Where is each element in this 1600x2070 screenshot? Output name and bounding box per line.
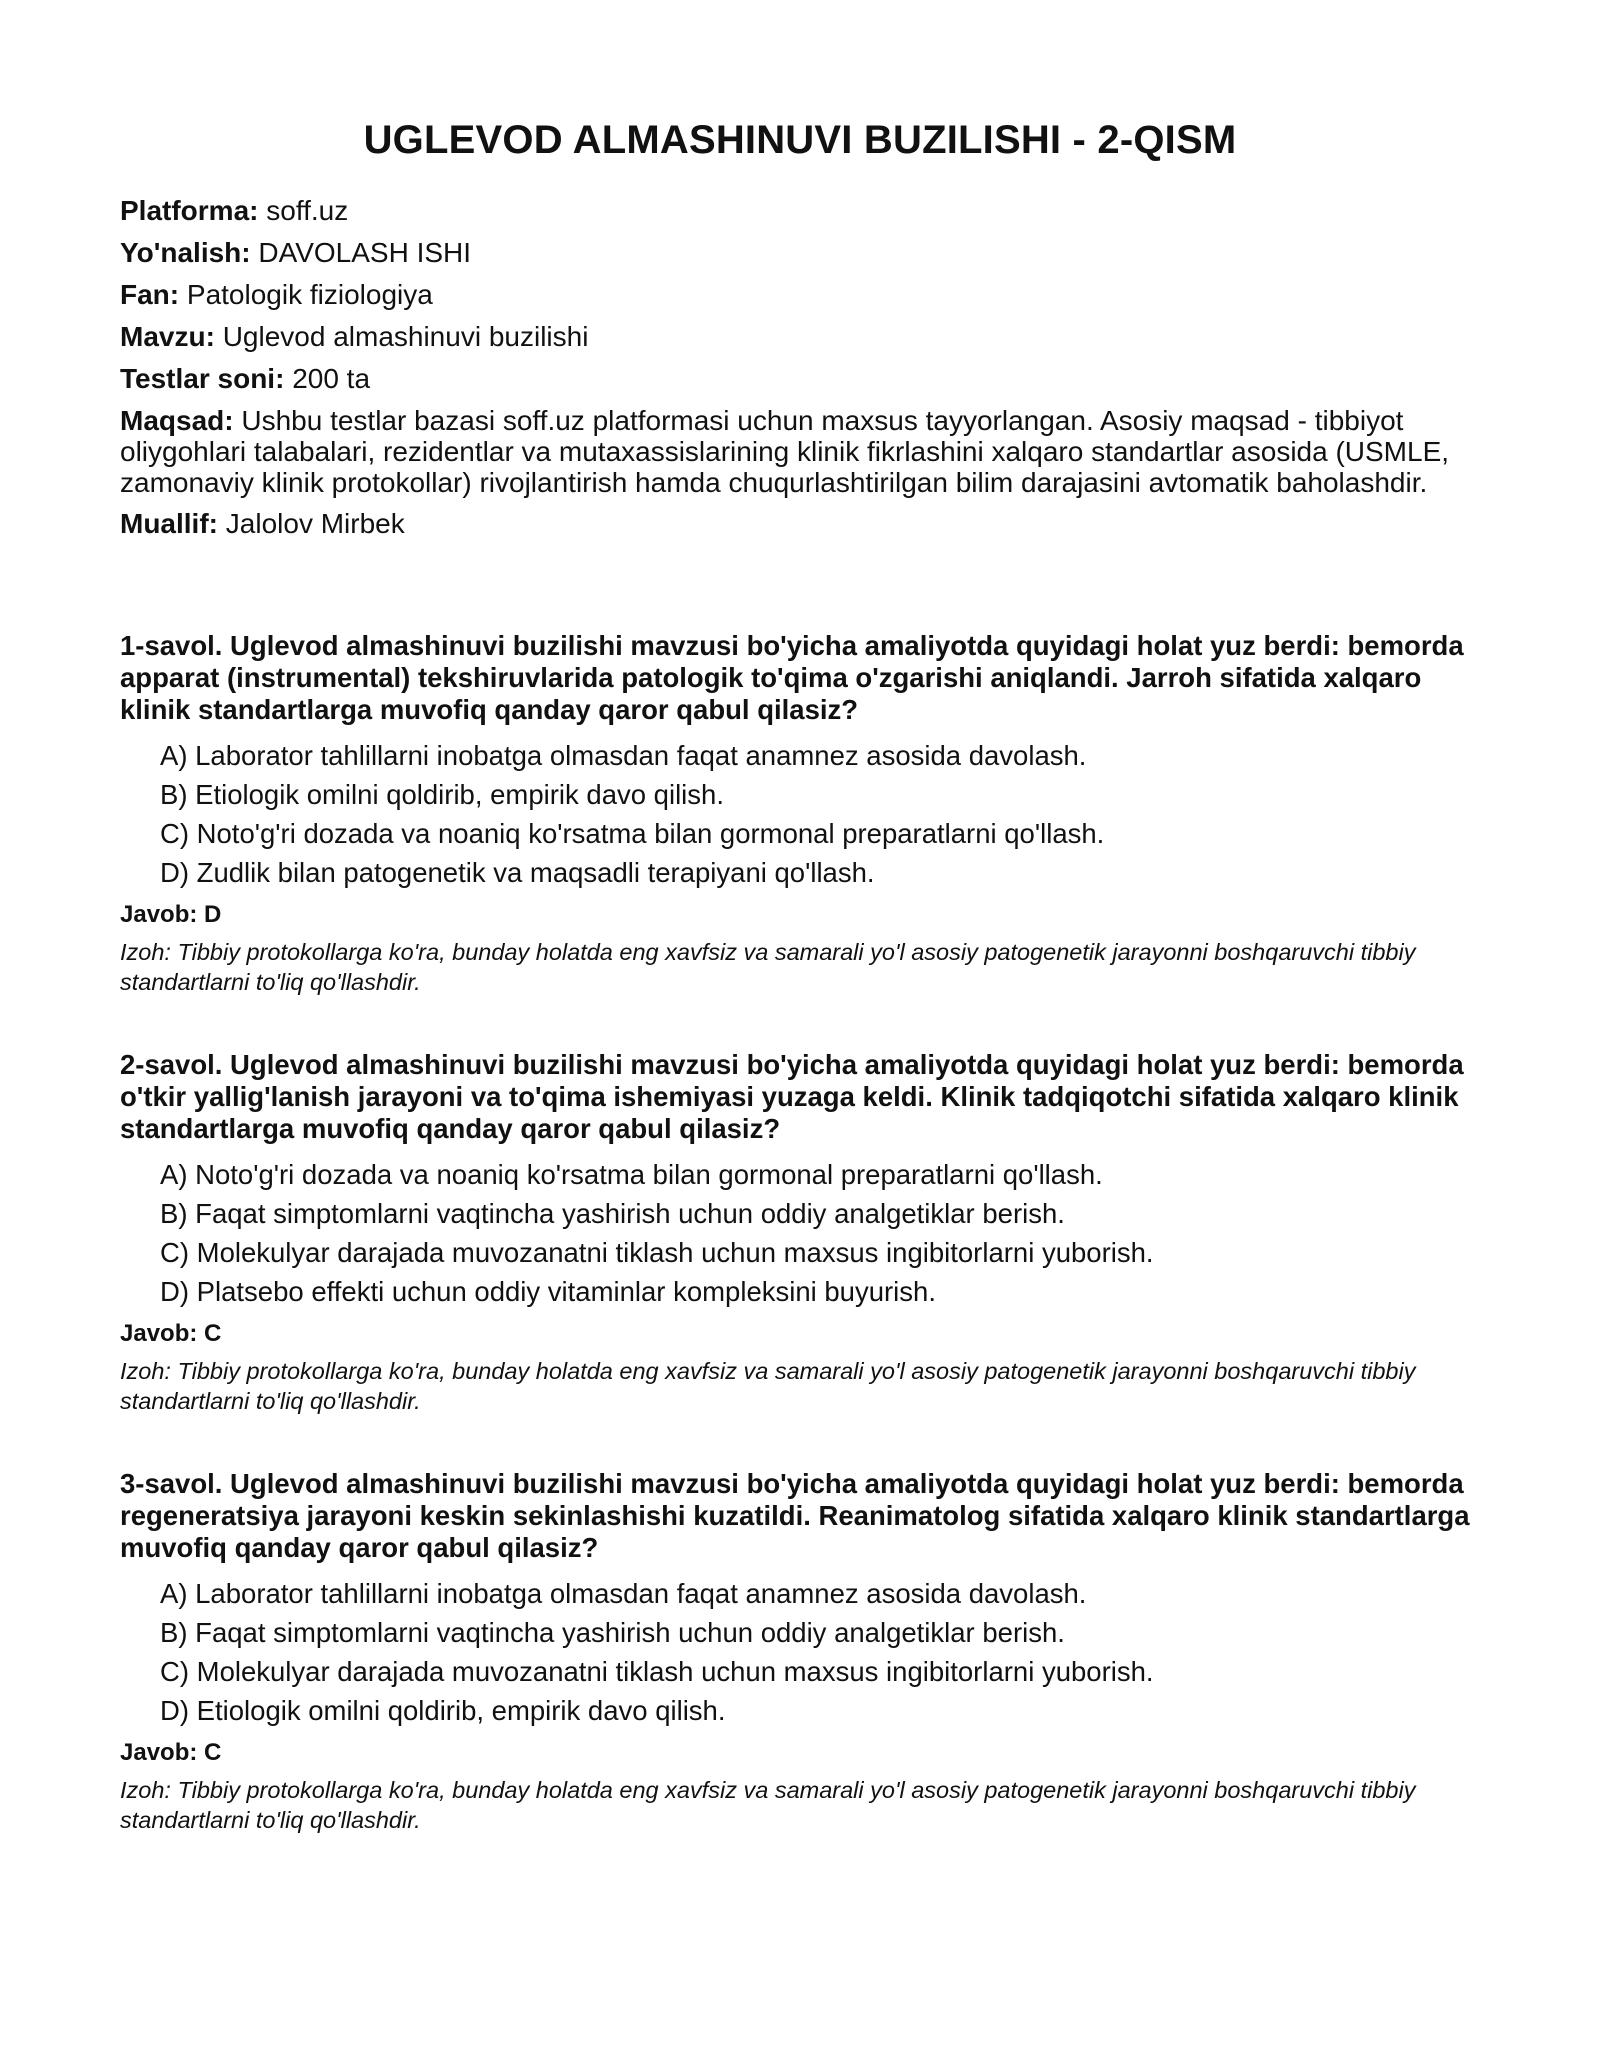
- metadata-block: [120, 195, 1480, 540]
- option-a: A) Laborator tahlillarni inobatga olmasdan faqat anamnez asosida davolash.: [160, 1578, 1087, 1609]
- meta-direction: [120, 237, 1480, 269]
- document-page: [120, 118, 1480, 1887]
- question-text: 3-savol. Uglevod almashinuvi buzilishi mavzusi bo'yicha amaliyotda quyidagi holat yuz berdi: bemorda regeneratsiya jarayoni keskin sekinlashishi kuzatildi. Reanimatolog sifatida xalqaro klinik standartlarga muvofiq qanday qaror qabul qilasiz?: [120, 1468, 1470, 1563]
- answer-key: Javob: C: [120, 1320, 222, 1347]
- option-b: B) Faqat simptomlarni vaqtincha yashirish uchun oddiy analgetiklar berish.: [160, 1617, 1065, 1648]
- answer-key: Javob: C: [120, 1739, 222, 1766]
- meta-subject-label: Fan:: [120, 279, 180, 310]
- question-1: [120, 630, 1480, 997]
- meta-direction-value: DAVOLASH ISHI: [258, 237, 472, 268]
- meta-purpose: [120, 405, 1480, 498]
- explanation: Izoh: Tibbiy protokollarga ko'ra, bunday holatda eng xavfsiz va samarali yo'l asosiy patogenetik jarayonni boshqaruvchi tibbiy standartlarni to'liq qo'llashdir.: [120, 1777, 1416, 1833]
- option-a: A) Noto'g'ri dozada va noaniq ko'rsatma bilan gormonal preparatlarni qo'llash.: [160, 1159, 1103, 1190]
- meta-direction-label: Yo'nalish:: [120, 237, 251, 268]
- option-d: D) Zudlik bilan patogenetik va maqsadli terapiyani qo'llash.: [160, 857, 875, 888]
- option-c: C) Molekulyar darajada muvozanatni tiklash uchun maxsus ingibitorlarni yuborish.: [160, 1237, 1154, 1268]
- question-list: [120, 630, 1480, 1835]
- explanation: Izoh: Tibbiy protokollarga ko'ra, bunday holatda eng xavfsiz va samarali yo'l asosiy patogenetik jarayonni boshqaruvchi tibbiy standartlarni to'liq qo'llashdir.: [120, 1358, 1416, 1414]
- option-a: A) Laborator tahlillarni inobatga olmasdan faqat anamnez asosida davolash.: [160, 740, 1087, 771]
- meta-author-label: Muallif:: [120, 508, 218, 539]
- option-d: D) Etiologik omilni qoldirib, empirik davo qilish.: [160, 1695, 726, 1726]
- question-text: 1-savol. Uglevod almashinuvi buzilishi mavzusi bo'yicha amaliyotda quyidagi holat yuz berdi: bemorda apparat (instrumental) tekshiruvlarida patologik to'qima o'zgarishi aniqlandi. Jarroh sifatida xalqaro klinik standartlarga muvofiq qanday qaror qabul qilasiz?: [120, 630, 1464, 725]
- meta-author: [120, 508, 1480, 540]
- option-b: B) Faqat simptomlarni vaqtincha yashirish uchun oddiy analgetiklar berish.: [160, 1198, 1065, 1229]
- question-3: [120, 1468, 1480, 1835]
- explanation: Izoh: Tibbiy protokollarga ko'ra, bunday holatda eng xavfsiz va samarali yo'l asosiy patogenetik jarayonni boshqaruvchi tibbiy standartlarni to'liq qo'llashdir.: [120, 939, 1416, 995]
- option-b: B) Etiologik omilni qoldirib, empirik davo qilish.: [160, 779, 724, 810]
- meta-purpose-value: Ushbu testlar bazasi soff.uz platformasi uchun maxsus tayyorlangan. Asosiy maqsad - tibbiyot oliygohlari talabalari, rezidentlar va mutaxassislarining klinik fikrlashini xalqaro standartlar asosida (USMLE, zamonaviy klinik protokollar) rivojlantirish hamda chuqurlashtirilgan bilim darajasini avtomatik baholashdir.: [120, 405, 1450, 498]
- option-c: C) Molekulyar darajada muvozanatni tiklash uchun maxsus ingibitorlarni yuborish.: [160, 1656, 1154, 1687]
- page-title: UGLEVOD ALMASHINUVI BUZILISHI - 2-QISM: [363, 118, 1237, 162]
- meta-topic-label: Mavzu:: [120, 321, 215, 352]
- meta-platform-label: Platforma:: [120, 195, 259, 226]
- answer-key: Javob: D: [120, 901, 222, 928]
- question-2: [120, 1049, 1480, 1416]
- meta-topic-value: Uglevod almashinuvi buzilishi: [222, 321, 589, 352]
- meta-purpose-label: Maqsad:: [120, 405, 234, 436]
- meta-subject: [120, 279, 1480, 311]
- meta-topic: [120, 321, 1480, 353]
- meta-platform-value: soff.uz: [266, 195, 349, 226]
- meta-platform: [120, 195, 1480, 227]
- question-text: 2-savol. Uglevod almashinuvi buzilishi mavzusi bo'yicha amaliyotda quyidagi holat yuz berdi: bemorda o'tkir yallig'lanish jarayoni va to'qima ishemiyasi yuzaga keldi. Klinik tadqiqotchi sifatida xalqaro klinik standartlarga muvofiq qanday qaror qabul qilasiz?: [120, 1049, 1464, 1144]
- option-d: D) Platsebo effekti uchun oddiy vitaminlar kompleksini buyurish.: [160, 1276, 936, 1307]
- meta-subject-value: Patologik fiziologiya: [186, 279, 433, 310]
- meta-author-value: Jalolov Mirbek: [225, 508, 405, 539]
- meta-tests-value: 200 ta: [292, 363, 371, 394]
- meta-tests-label: Testlar soni:: [120, 363, 285, 394]
- meta-tests: [120, 363, 1480, 395]
- option-c: C) Noto'g'ri dozada va noaniq ko'rsatma bilan gormonal preparatlarni qo'llash.: [160, 818, 1105, 849]
